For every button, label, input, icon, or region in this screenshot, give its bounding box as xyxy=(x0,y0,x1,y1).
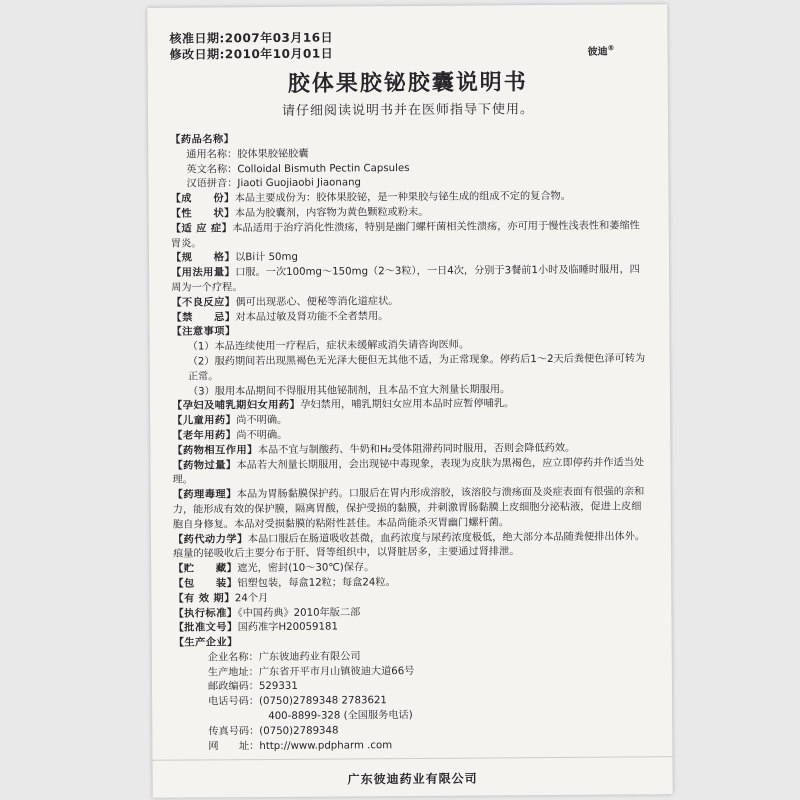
section-expiry: 【有 效 期】24个月 xyxy=(173,592,269,605)
company-name: 企业名称：广东彼迪药业有限公司 xyxy=(207,651,361,664)
brand-name: 彼迪 xyxy=(587,46,608,58)
section-ingredients: 【成 份】本品主要成份为：胶体果胶铋，是一种果胶与铋生成的组成不定的复合物。 xyxy=(170,191,571,205)
section-pharmacology: 【药理毒理】本品为胃肠黏膜保护药。口服后在胃内形成溶胶，该溶胶与溃疡面及炎症表面有很强的亲和力，能形成有效的保护膜，隔离胃酸，保护受损的黏膜，并刺激胃肠黏膜上皮细胞分泌粘液，促进上皮细胞自身修复。本品对受损黏膜的粘附性甚佳。本品尚能杀灭胃幽门螺杆菌。 xyxy=(172,486,645,531)
leaflet-page xyxy=(147,4,673,798)
section-pediatric: 【儿童用药】尚不明确。 xyxy=(172,414,288,427)
precaution-item: （3）服用本品期间不得服用其他铋制剂，且本品不宜大剂量长期服用。 xyxy=(187,383,511,398)
fax-number: 传真号码：(0750)2789348 xyxy=(208,725,339,738)
document-title: 胶体果胶铋胶囊说明书 xyxy=(287,70,528,97)
section-indications: 【适 应 症】本品适用于治疗消化性溃疡，特别是幽门螺杆菌相关性溃疡，亦可用于慢性浅表性和萎缩性胃炎。 xyxy=(170,220,640,250)
section-geriatric: 【老年用药】尚不明确。 xyxy=(172,429,288,442)
generic-name: 通用名称：胶体果胶铋胶囊 xyxy=(186,148,309,161)
phone-number: 电话号码：(0750)2789348 2783621 xyxy=(208,695,387,708)
section-pregnancy: 【孕妇及哺乳期妇女用药】孕妇禁用，哺乳期妇女应用本品时应暂停哺乳。 xyxy=(171,398,515,413)
section-packaging: 【包 装】铝塑包装，每盒12粒；每盒24粒。 xyxy=(173,577,396,590)
section-standard: 【执行标准】《中国药典》2010年版二部 xyxy=(173,606,361,620)
section-description: 【性 状】本品为胶囊剂，内容物为黄色颗粒或粉末。 xyxy=(170,206,429,220)
section-pharmacokinetics: 【药代动力学】本品口服后在肠道吸收甚微，血药浓度与尿药浓度极低，绝大部分本品随粪便排出体外。痕量的铋吸收后主要分布于肝、肾等组织中，以肾脏居多，主要通过肾排泄。 xyxy=(172,530,646,560)
revision-date: 修改日期:2010年10月01日 xyxy=(169,46,334,62)
leaflet-body xyxy=(170,130,652,755)
service-phone: 400-8899-328 (全国服务电话) xyxy=(268,710,413,723)
brand-logo xyxy=(588,43,615,58)
footer-company: 广东彼迪药业有限公司 xyxy=(347,771,478,787)
english-name: 英文名称：Colloidal Bismuth Pectin Capsules xyxy=(186,162,410,176)
section-specification: 【规 格】以Bi计 50mg xyxy=(170,252,298,265)
section-overdose: 【药物过量】本品若大剂量长期服用，会出现铋中毒现象，表现为皮肤为黑褐色，应立即停药并作适当处理。 xyxy=(172,456,645,486)
precaution-item: （1）本品连续使用一疗程后，症状未缓解或消失请咨询医师。 xyxy=(187,339,470,353)
precaution-item: （2）服药期间若出现黑褐色无光泽大便但无其他不适，为正常现象。停药后1～2天后粪便色泽可转为正常。 xyxy=(187,353,646,383)
section-storage: 【贮 藏】遮光，密封(10～30℃)保存。 xyxy=(173,562,375,575)
section-contraindications: 【禁 忌】对本品过敏及肾功能不全者禁用。 xyxy=(171,310,389,324)
website: 网 址：http://www.pdpharm .com xyxy=(208,739,393,753)
pinyin-name: 汉语拼音：Jiaoti Guojiaobi Jiaonang xyxy=(186,177,362,190)
registered-mark: ® xyxy=(607,44,615,53)
section-adverse-reactions: 【不良反应】偶可出现恶心、便秘等消化道症状。 xyxy=(171,295,399,309)
section-manufacturer: 【生产企业】 xyxy=(173,637,238,649)
company-address: 生产地址：广东省开平市月山镇彼迪大道66号 xyxy=(207,665,415,679)
fold-line xyxy=(152,756,672,761)
section-interactions: 【药物相互作用】本品不宜与制酸药、牛奶和H₂受体阻滞药同时服用，否则会降低药效。 xyxy=(172,442,576,457)
approval-date: 核准日期:2007年03月16日 xyxy=(169,30,334,46)
document-subtitle: 请仔细阅读说明书并在医师指导下使用。 xyxy=(281,102,535,119)
section-approval-number: 【批准文号】国药准字H20059181 xyxy=(173,621,339,634)
section-precautions: 【注意事项】 xyxy=(171,326,236,339)
postal-code: 邮政编码：529331 xyxy=(207,681,298,693)
section-dosage: 【用法用量】口服。一次100mg～150mg（2～3粒），一日4次，分别于3餐前1小时及临睡时服用，四周为一个疗程。 xyxy=(171,264,640,294)
section-label: 【药品名称】 xyxy=(170,134,235,146)
